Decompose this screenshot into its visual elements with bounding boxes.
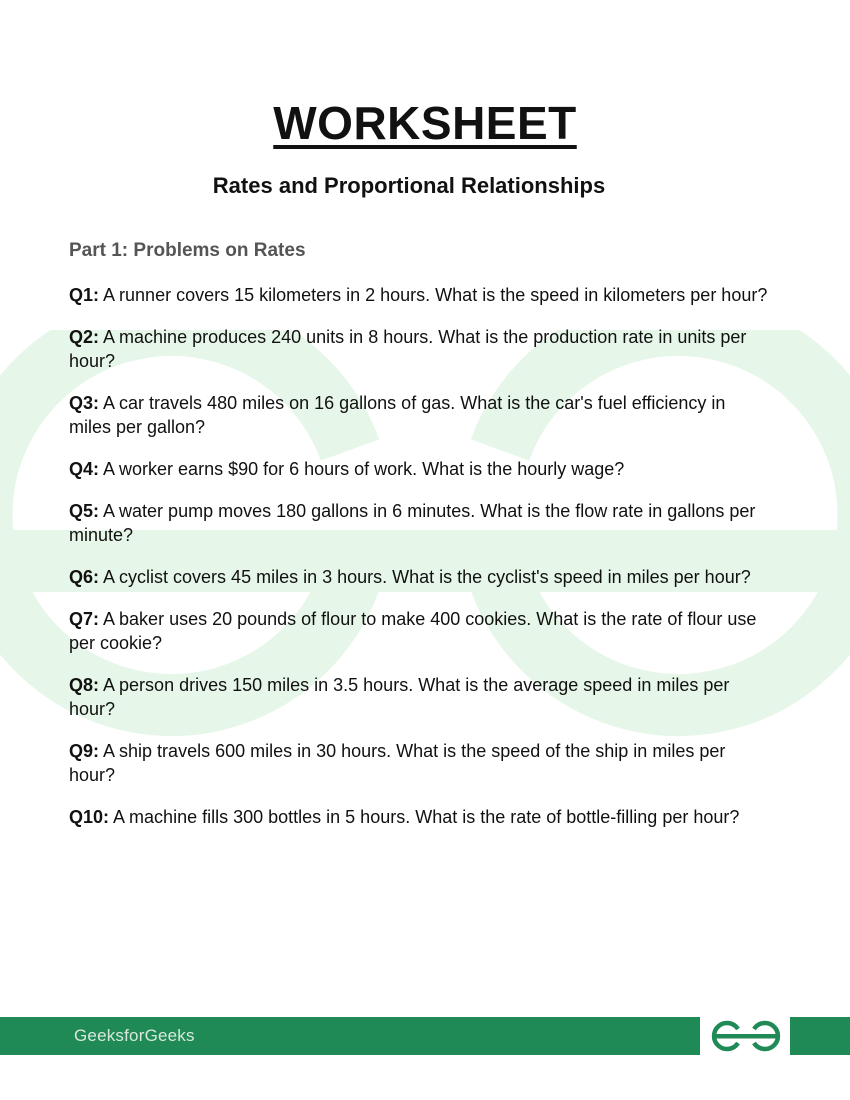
page-footer [0, 1017, 850, 1055]
question-text: A car travels 480 miles on 16 gallons of gas. What is the car's fuel efficiency in miles per gallon? [69, 393, 726, 437]
question-text: A worker earns $90 for 6 hours of work. What is the hourly wage? [99, 459, 625, 479]
question-list [69, 283, 769, 847]
worksheet-subtitle: Rates and Proportional Relationships [212, 173, 606, 198]
question-text: A cyclist covers 45 miles in 3 hours. What is the cyclist's speed in miles per hour? [99, 567, 751, 587]
question-item [69, 325, 769, 373]
question-item [69, 673, 769, 721]
question-item [69, 283, 769, 307]
question-item [69, 457, 769, 481]
worksheet-title: WORKSHEET [273, 97, 577, 149]
question-label: Q10: [69, 807, 110, 827]
section-heading: Part 1: Problems on Rates [69, 240, 306, 261]
question-text: A ship travels 600 miles in 30 hours. What is the speed of the ship in miles per hour? [69, 741, 726, 785]
question-item [69, 565, 769, 589]
question-item [69, 739, 769, 787]
question-label: Q6: [69, 567, 100, 587]
question-label: Q7: [69, 609, 100, 629]
question-text: A machine fills 300 bottles in 5 hours. What is the rate of bottle-filling per hour? [109, 807, 740, 827]
question-item [69, 607, 769, 655]
question-text: A runner covers 15 kilometers in 2 hours. What is the speed in kilometers per hour? [99, 285, 768, 305]
question-item [69, 499, 769, 547]
question-text: A baker uses 20 pounds of flour to make 400 cookies. What is the rate of flour use per cookie? [69, 609, 757, 653]
question-label: Q2: [69, 327, 100, 347]
question-label: Q4: [69, 459, 100, 479]
question-label: Q3: [69, 393, 100, 413]
question-text: A water pump moves 180 gallons in 6 minutes. What is the flow rate in gallons per minute? [69, 501, 756, 545]
footer-brand: GeeksforGeeks [74, 1026, 195, 1045]
question-text: A machine produces 240 units in 8 hours. What is the production rate in units per hour? [69, 327, 747, 371]
gfg-logo-icon [708, 1019, 784, 1053]
question-item [69, 391, 769, 439]
footer-bar-end [790, 1017, 850, 1055]
footer-bar [0, 1017, 700, 1055]
question-text: A person drives 150 miles in 3.5 hours. What is the average speed in miles per hour? [69, 675, 730, 719]
question-item [69, 805, 769, 829]
question-label: Q5: [69, 501, 100, 521]
question-label: Q9: [69, 741, 100, 761]
question-label: Q1: [69, 285, 100, 305]
question-label: Q8: [69, 675, 100, 695]
